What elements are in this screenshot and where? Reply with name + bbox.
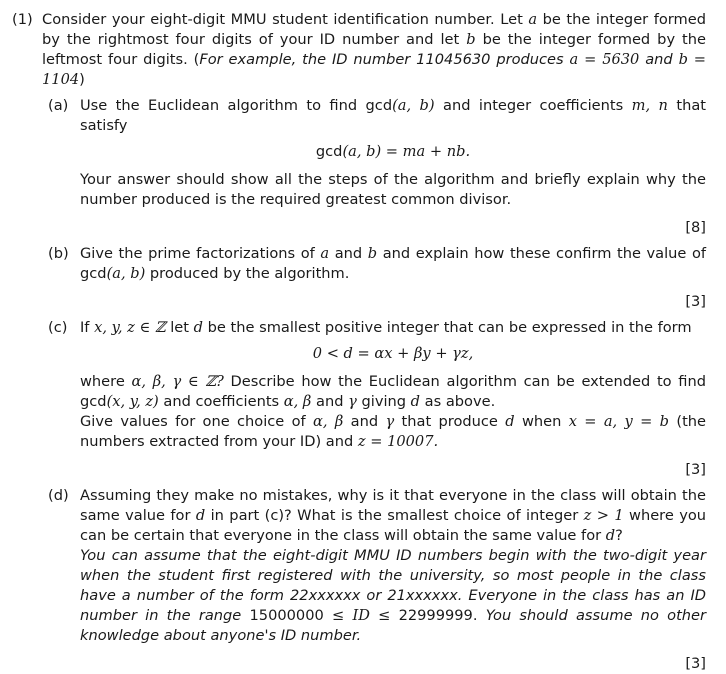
- text: that satisfy: [80, 97, 707, 134]
- text: gcd: [315, 143, 343, 160]
- text: and: [334, 245, 363, 262]
- text: and explain how these confirm the value of gcd: [80, 245, 707, 282]
- math: d: [410, 393, 421, 410]
- math: 0 < d = αx + βy + γz,: [312, 345, 474, 362]
- part-body: [80, 318, 706, 480]
- var-b: b: [466, 31, 476, 48]
- math: (a, b) = ma + nb.: [342, 143, 471, 160]
- question-intro: [42, 10, 706, 90]
- equation-gcd: [80, 142, 706, 162]
- math: z = 10007.: [357, 433, 439, 450]
- math: z > 1: [583, 507, 624, 524]
- part-label: (a): [48, 97, 69, 114]
- part-a-prompt: [80, 96, 706, 136]
- question-1: [12, 10, 706, 90]
- part-body: [80, 244, 706, 312]
- part-body: [80, 486, 706, 674]
- text: and integer coefficients: [443, 97, 624, 114]
- text: Use the Euclidean algorithm to find gcd: [80, 97, 393, 114]
- intro-text: ): [79, 71, 85, 88]
- text: ?: [615, 527, 623, 544]
- text: where you can be certain that everyone in the class will obtain the same value for: [80, 507, 707, 544]
- part-label: (c): [48, 319, 68, 336]
- math: d: [195, 507, 206, 524]
- math: ≤ ID ≤: [332, 607, 391, 624]
- math: d: [505, 413, 515, 430]
- example-text: For example, the ID number 11045630 produces: [199, 51, 564, 68]
- text: Describe how the Euclidean algorithm can be extended to find gcd: [80, 373, 706, 410]
- text: and: [316, 393, 344, 410]
- math: (a, b): [392, 97, 435, 114]
- math: α, β, γ ∈ ℤ?: [131, 373, 224, 390]
- math: γ: [348, 393, 357, 410]
- text: in part (c)? What is the smallest choice of integer: [210, 507, 579, 524]
- part-c-give: [80, 412, 706, 452]
- text: and: [350, 413, 379, 430]
- marks-badge: [3]: [685, 655, 706, 672]
- text: when: [521, 413, 562, 430]
- question-number: (1): [12, 11, 33, 28]
- math: d: [193, 319, 203, 336]
- var-a: a: [528, 11, 538, 28]
- math: (x, y, z): [106, 393, 159, 410]
- part-d-note: [80, 546, 706, 646]
- part-d: [12, 486, 706, 674]
- math: m, n: [631, 97, 668, 114]
- part-body: [80, 96, 706, 238]
- text: where: [80, 373, 125, 390]
- math: x, y, z ∈ ℤ: [94, 319, 166, 336]
- part-b-prompt: [80, 244, 706, 284]
- math: a: [320, 245, 330, 262]
- text: 22999999.: [398, 607, 478, 624]
- part-d-prompt: [80, 486, 706, 546]
- intro-text: Consider your eight-digit MMU student identification number. Let: [42, 11, 523, 28]
- part-a: [12, 96, 706, 238]
- text: that produce: [401, 413, 498, 430]
- example-a-equation: a = 5630: [569, 51, 640, 68]
- text: and coefficients: [163, 393, 280, 410]
- text: be the smallest positive integer that can be expressed in the form: [207, 319, 692, 336]
- text: You can assume that the eight-digit MMU ID numbers begin with the two-digit year when the student first registered with the university, so most people in the class have a number of the form 22xxxxxx or 21xxxxxx. Everyone in the class has an ID number in the range: [80, 547, 706, 624]
- text: You should assume no other knowledge about anyone's ID number.: [80, 607, 707, 644]
- text: Give values for one choice of: [80, 413, 306, 430]
- part-c-where: [80, 372, 706, 412]
- part-c-prompt: [80, 318, 706, 338]
- math: b: [367, 245, 378, 262]
- text: Assuming they make no mistakes, why is it that everyone in the class will obtain the same value for: [80, 487, 706, 524]
- math: (a, b): [106, 265, 146, 282]
- text: Give the prime factorizations of: [80, 245, 315, 262]
- equation-d: [80, 344, 706, 364]
- part-b: [12, 244, 706, 312]
- text: giving: [361, 393, 407, 410]
- intro-text: be the integer formed by the rightmost four digits of your ID number and let: [42, 11, 707, 48]
- example-text: and: [645, 51, 673, 68]
- text: produced by the algorithm.: [149, 265, 350, 282]
- math: α, β: [283, 393, 312, 410]
- example-b-equation: b = 1104: [42, 51, 707, 88]
- text: let: [170, 319, 190, 336]
- intro-text: be the integer formed by the leftmost four digits. (: [42, 31, 707, 68]
- part-label: (d): [48, 487, 69, 504]
- part-a-explain: Your answer should show all the steps of the algorithm and briefly explain why the number produced is the required greatest common divisor.: [80, 171, 706, 208]
- math: d: [605, 527, 616, 544]
- text: 15000000: [249, 607, 324, 624]
- marks-badge: [8]: [685, 219, 706, 236]
- text: (the numbers extracted from your ID) and: [80, 413, 707, 450]
- part-label: (b): [48, 245, 69, 262]
- text: If: [80, 319, 90, 336]
- marks-badge: [3]: [685, 293, 706, 310]
- math: γ: [385, 413, 395, 430]
- marks-badge: [3]: [685, 461, 706, 478]
- math: α, β: [313, 413, 344, 430]
- part-c: [12, 318, 706, 480]
- math: x = a, y = b: [568, 413, 670, 430]
- text: as above.: [424, 393, 496, 410]
